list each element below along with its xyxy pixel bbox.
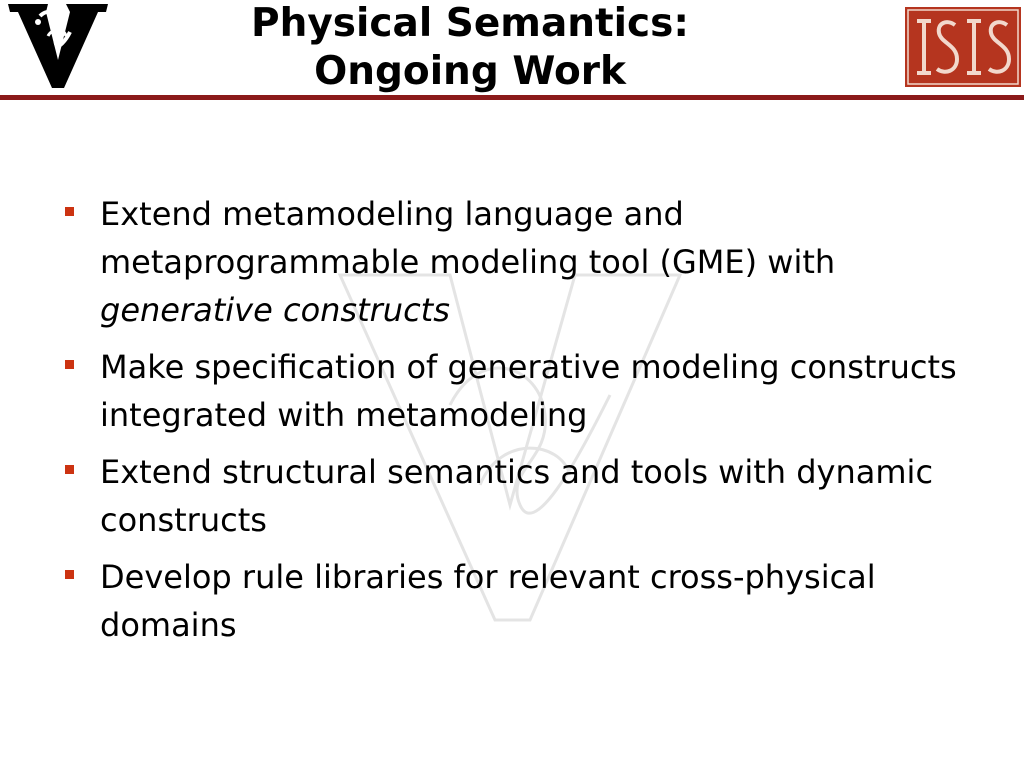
bullet-item	[60, 448, 980, 544]
bullet-list	[60, 190, 980, 658]
isis-logo-icon	[905, 7, 1021, 87]
bullet-text: Extend metamodeling language and metaprogrammable modeling tool (GME) with	[100, 195, 836, 281]
bullet-item	[60, 343, 980, 439]
vanderbilt-v-logo-icon	[8, 2, 108, 90]
bullet-square-icon	[65, 207, 74, 216]
bullet-square-icon	[65, 465, 74, 474]
bullet-text: Extend structural semantics and tools with dynamic constructs	[100, 453, 934, 539]
bullet-item	[60, 553, 980, 649]
bullet-square-icon	[65, 570, 74, 579]
title-divider	[0, 95, 1024, 100]
bullet-emphasis-text: generative constructs	[100, 291, 450, 329]
bullet-square-icon	[65, 360, 74, 369]
bullet-item	[60, 190, 980, 334]
slide-title-line-2: Ongoing Work	[314, 49, 626, 94]
slide-title-line-1: Physical Semantics:	[251, 1, 689, 46]
bullet-text: Develop rule libraries for relevant cross-physical domains	[100, 558, 876, 644]
slide-title	[200, 0, 740, 96]
bullet-text: Make specification of generative modeling constructs integrated with metamodeling	[100, 348, 957, 434]
